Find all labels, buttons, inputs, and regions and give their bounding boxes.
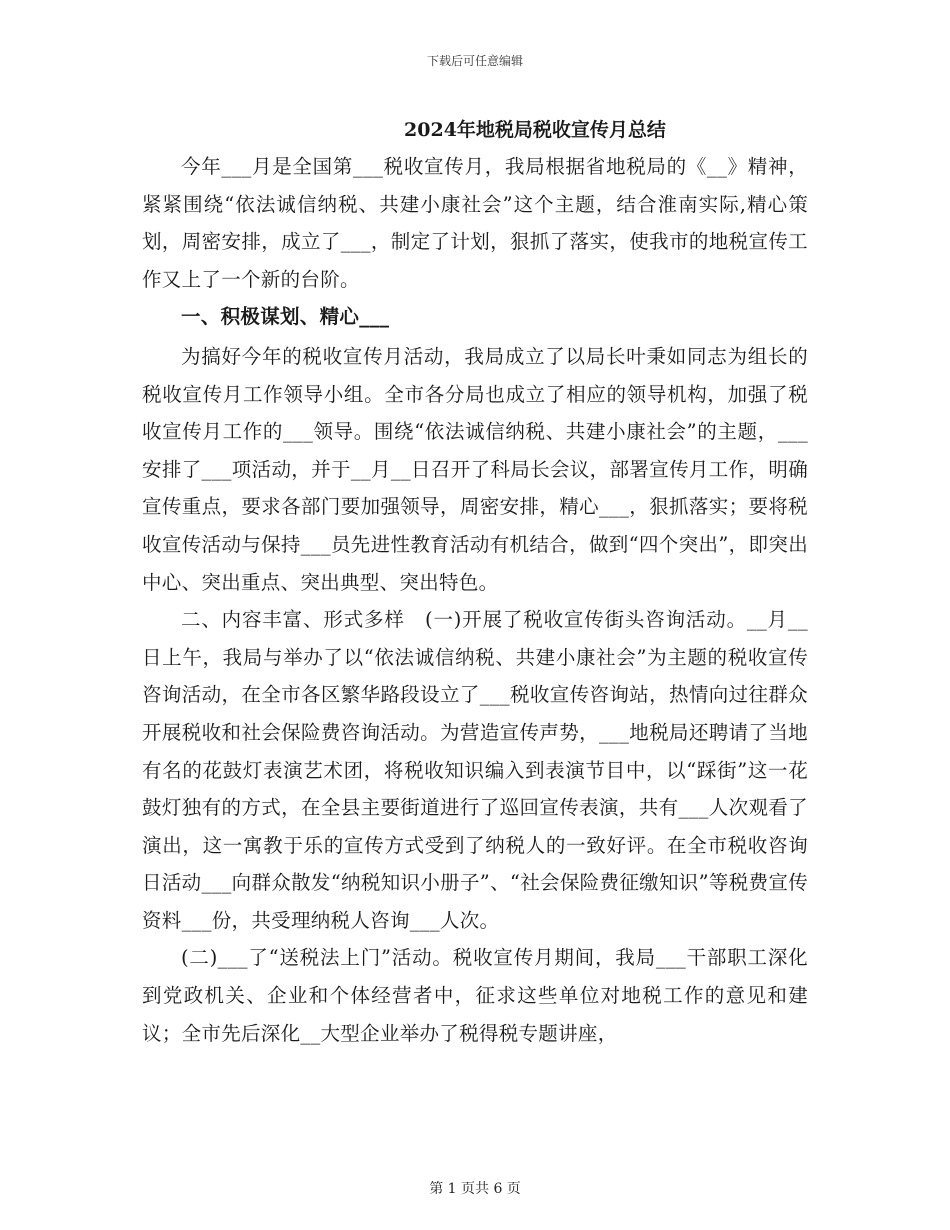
paragraph-section-1: 为搞好今年的税收宣传月活动，我局成立了以局长叶秉如同志为组长的税收宣传月工作领导小组。全市各分局也成立了相应的领导机构，加强了税收宣传月工作的___领导。围绕“依法诚信纳税、共建小康社会”的主题，___安排了___项活动，并于__月__日召开了科局长会议，部署宣传月工作，明确宣传重点，要求各部门要加强领导，周密安排，精心___，狠抓落实；要将税收宣传活动与保持___员先进性教育活动有机结合，做到“四个突出”，即突出中心、突出重点、突出典型、突出特色。: [142, 344, 808, 594]
paragraph-intro: 今年___月是全国第___税收宣传月，我局根据省地税局的《__》精神，紧紧围绕“依法诚信纳税、共建小康社会”这个主题，结合淮南实际,精心策划，周密安排，成立了___，制定了计划，狠抓了落实，使我市的地税宣传工作又上了一个新的台阶。: [142, 155, 808, 291]
document-title-wrapper: [0, 115, 950, 142]
page-header-note: 下载后可任意编辑: [426, 54, 523, 68]
document-body: [142, 148, 808, 1052]
paragraph-section-2: 二、内容丰富、形式多样 (一)开展了税收宣传街头咨询活动。__月__日上午，我局与举办了以“依法诚信纳税、共建小康社会”为主题的税收宣传咨询活动，在全市各区繁华路段设立了___税收宣传咨询站，热情向过往群众开展税收和社会保险费咨询活动。为营造宣传声势，___地税局还聘请了当地有名的花鼓灯表演艺术团，将税收知识编入到表演节目中，以“踩街”这一花鼓灯独有的方式，在全县主要街道进行了巡回宣传表演，共有___人次观看了演出，这一寓教于乐的宣传方式受到了纳税人的一致好评。在全市税收咨询日活动___向群众散发“纳税知识小册子”、“社会保险费征缴知识”等税费宣传资料___份，共受理纳税人咨询___人次。: [142, 608, 808, 932]
document-title: 2024年地税局税收宣传月总结: [404, 119, 666, 141]
section-heading-1: 一、积极谋划、精心___: [181, 305, 390, 329]
page-number: 第 1 页共 6 页: [429, 1181, 521, 1197]
paragraph-section-2-sub-2: (二)___了“送税法上门”活动。税收宣传月期间，我局___干部职工深化到党政机关、企业和个体经营者中，征求这些单位对地税工作的意见和建议；全市先后深化__大型企业举办了税得税专题讲座，: [142, 946, 808, 1045]
